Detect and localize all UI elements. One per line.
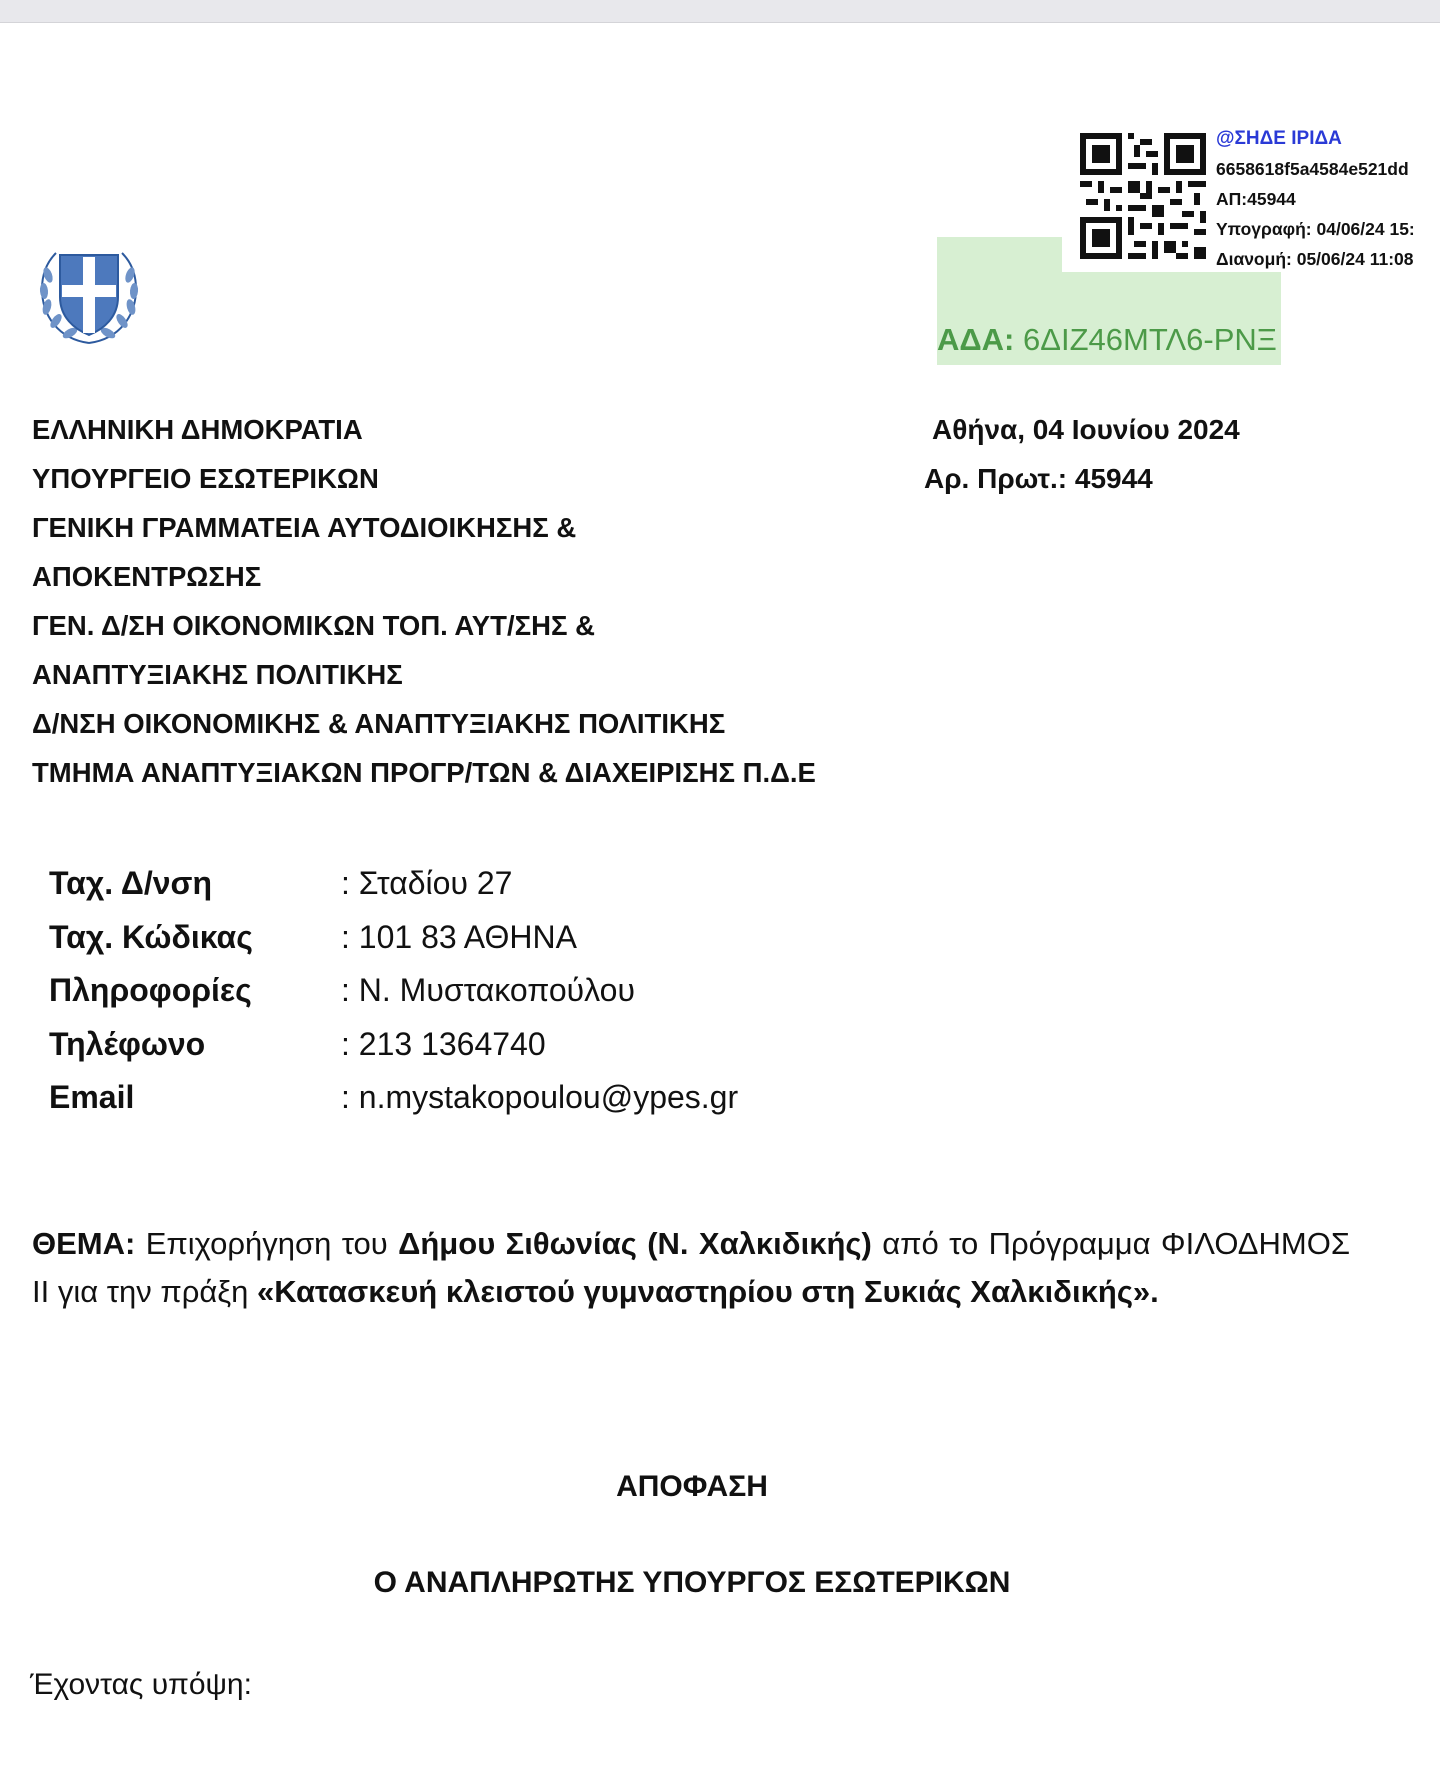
contact-value: : 213 1364740 bbox=[341, 1025, 546, 1062]
contact-value: : Ν. Μυστακοπούλου bbox=[341, 972, 635, 1008]
contact-label: Πληροφορίες bbox=[49, 972, 252, 1008]
decision-title: ΑΠΟΦΑΣΗ bbox=[616, 1470, 768, 1503]
contact-row bbox=[49, 857, 738, 911]
municipality-name: Δήμου Σιθωνίας (Ν. Χαλκιδικής) bbox=[398, 1226, 872, 1261]
contact-row bbox=[49, 911, 738, 965]
viewer-top-bar bbox=[0, 0, 1440, 23]
iris-ap: ΑΠ:45944 bbox=[1216, 189, 1296, 209]
authority-line: ΤΜΗΜΑ ΑΝΑΠΤΥΞΙΑΚΩΝ ΠΡΟΓΡ/ΤΩΝ & ΔΙΑΧΕΙΡΙΣΗΣ Π.Δ.Ε bbox=[32, 757, 816, 788]
contact-label: Ταχ. Κώδικας bbox=[49, 918, 253, 955]
iris-hash: 6658618f5a4584e521dd bbox=[1216, 159, 1409, 179]
minister-title: Ο ΑΝΑΠΛΗΡΩΤΗΣ ΥΠΟΥΡΓΟΣ ΕΣΩΤΕΡΙΚΩΝ bbox=[373, 1566, 1011, 1599]
authority-line: ΓΕΝ. Δ/ΣΗ ΟΙΚΟΝΟΜΙΚΩΝ ΤΟΠ. ΑΥΤ/ΣΗΣ & bbox=[32, 610, 595, 641]
contact-label: Email bbox=[49, 1079, 135, 1115]
contact-value: : 101 83 ΑΘΗΝΑ bbox=[341, 918, 577, 955]
ada-number: ΑΔΑ: 6ΔΙΖ46ΜΤΛ6-ΡΝΞ bbox=[937, 322, 1277, 357]
considering-heading: Έχοντας υπόψη: bbox=[30, 1668, 252, 1701]
authority-line: ΑΠΟΚΕΝΤΡΩΣΗΣ bbox=[32, 561, 262, 592]
contact-email[interactable]: : n.mystakopoulou@ypes.gr bbox=[341, 1079, 739, 1115]
authority-line: Δ/ΝΣΗ ΟΙΚΟΝΟΜΙΚΗΣ & ΑΝΑΠΤΥΞΙΑΚΗΣ ΠΟΛΙΤΙΚΗΣ bbox=[32, 708, 726, 739]
project-name: «Κατασκευή κλειστού γυμναστηρίου στη Συκιάς Χαλκιδικής». bbox=[257, 1274, 1159, 1309]
subject-text: Επιχορήγηση του bbox=[135, 1226, 399, 1261]
authority-line: ΕΛΛΗΝΙΚΗ ΔΗΜΟΚΡΑΤΙΑ bbox=[32, 414, 363, 445]
authority-line: ΓΕΝΙΚΗ ΓΡΑΜΜΑΤΕΙΑ ΑΥΤΟΔΙΟΙΚΗΣΗΣ & bbox=[32, 512, 577, 543]
contact-value: : Σταδίου 27 bbox=[341, 865, 513, 901]
contact-row bbox=[49, 1071, 738, 1125]
authority-line: ΑΝΑΠΤΥΞΙΑΚΗΣ ΠΟΛΙΤΙΚΗΣ bbox=[32, 659, 403, 690]
authority-line: ΥΠΟΥΡΓΕΙΟ ΕΣΩΤΕΡΙΚΩΝ bbox=[32, 463, 379, 494]
document-date: Αθήνα, 04 Ιουνίου 2024 bbox=[932, 414, 1240, 445]
iris-distribution: Διανομή: 05/06/24 11:08 bbox=[1216, 249, 1414, 269]
date-and-protocol bbox=[924, 405, 1240, 503]
subject-label: ΘΕΜΑ: bbox=[32, 1226, 136, 1261]
issuing-authority bbox=[32, 405, 816, 797]
subject-paragraph bbox=[32, 1220, 1350, 1316]
subject-text: από το Πρόγραμμα ΦΙΛΟΔΗΜΟΣ ΙΙ για την πράξη bbox=[32, 1226, 1350, 1309]
iris-title: @ΣΗΔΕ ΙΡΙΔΑ bbox=[1216, 128, 1342, 149]
iris-stamp-text bbox=[1216, 124, 1415, 274]
protocol-number: Αρ. Πρωτ.: 45944 bbox=[924, 463, 1153, 494]
greek-coat-of-arms-icon bbox=[30, 235, 148, 353]
contact-info bbox=[49, 857, 738, 1125]
iris-signature: Υπογραφή: 04/06/24 15: bbox=[1216, 219, 1415, 239]
contact-label: Τηλέφωνο bbox=[49, 1025, 206, 1062]
contact-label: Ταχ. Δ/νση bbox=[49, 865, 212, 901]
contact-row bbox=[49, 1018, 738, 1072]
contact-row bbox=[49, 964, 738, 1018]
qr-code-icon bbox=[1080, 130, 1206, 262]
